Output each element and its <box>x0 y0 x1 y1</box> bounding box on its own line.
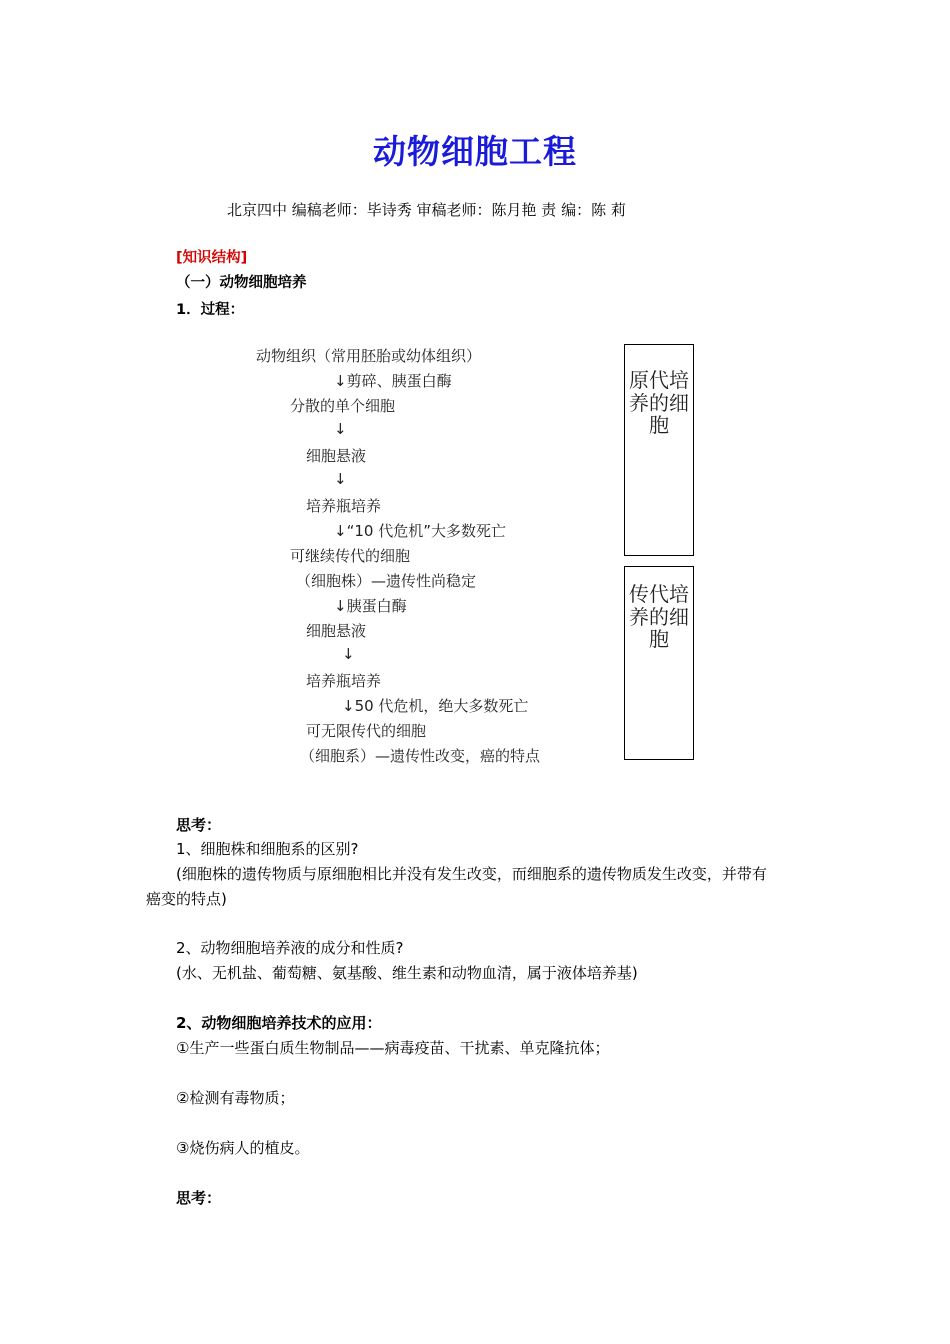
applications-heading: 2、动物细胞培养技术的应用： <box>176 1014 382 1032</box>
flow-arrow: ↓50 代危机，绝大多数死亡 <box>342 697 529 715</box>
flow-arrow: ↓ <box>334 470 347 488</box>
flow-step: 细胞悬液 <box>306 447 367 465</box>
flow-arrow: ↓ <box>334 420 347 438</box>
flow-step: （细胞株）—遗传性尚稳定 <box>296 572 477 590</box>
flow-arrow: ↓剪碎、胰蛋白酶 <box>334 372 452 390</box>
application-item: ②检测有毒物质； <box>176 1089 295 1107</box>
think-label: 思考： <box>176 816 222 834</box>
answer-2: (水、无机盐、葡萄糖、氨基酸、维生素和动物血清，属于液体培养基) <box>176 964 638 982</box>
flow-step: 培养瓶培养 <box>306 672 382 690</box>
flow-step: 动物组织（常用胚胎或幼体组织） <box>256 347 482 365</box>
flow-arrow: ↓ <box>342 645 355 663</box>
application-item: ①生产一些蛋白质生物制品——病毒疫苗、干扰素、单克隆抗体； <box>176 1039 610 1057</box>
flow-arrow: ↓胰蛋白酶 <box>334 597 407 615</box>
question-1: 1、细胞株和细胞系的区别? <box>176 840 359 858</box>
flow-arrow: ↓“10 代危机”大多数死亡 <box>334 522 506 540</box>
flow-step: 可继续传代的细胞 <box>290 547 411 565</box>
page-title: 动物细胞工程 <box>373 132 577 171</box>
primary-culture-box <box>624 344 694 556</box>
question-2: 2、动物细胞培养液的成分和性质? <box>176 939 404 957</box>
byline: 北京四中 编稿老师：毕诗秀 审稿老师：陈月艳 责 编：陈 莉 <box>227 201 626 219</box>
knowledge-header: [知识结构] <box>176 250 248 266</box>
flow-step: 分散的单个细胞 <box>290 397 396 415</box>
flow-step: 可无限传代的细胞 <box>306 722 427 740</box>
application-item: ③烧伤病人的植皮。 <box>176 1139 310 1157</box>
section-heading: （一）动物细胞培养 <box>176 275 307 291</box>
flow-step: 细胞悬液 <box>306 622 367 640</box>
passage-culture-box <box>624 566 694 760</box>
process-heading: 1．过程： <box>176 302 245 318</box>
flow-step: （细胞系）—遗传性改变，癌的特点 <box>300 747 541 765</box>
think-label: 思考： <box>176 1189 222 1207</box>
answer-1-line-2: 癌变的特点) <box>146 890 227 908</box>
primary-culture-label: 原代培养的细胞 <box>629 368 689 437</box>
flow-step: 培养瓶培养 <box>306 497 382 515</box>
passage-culture-label: 传代培养的细胞 <box>629 582 689 651</box>
answer-1-line-1: (细胞株的遗传物质与原细胞相比并没有发生改变，而细胞系的遗传物质发生改变，并带有 <box>176 865 767 883</box>
